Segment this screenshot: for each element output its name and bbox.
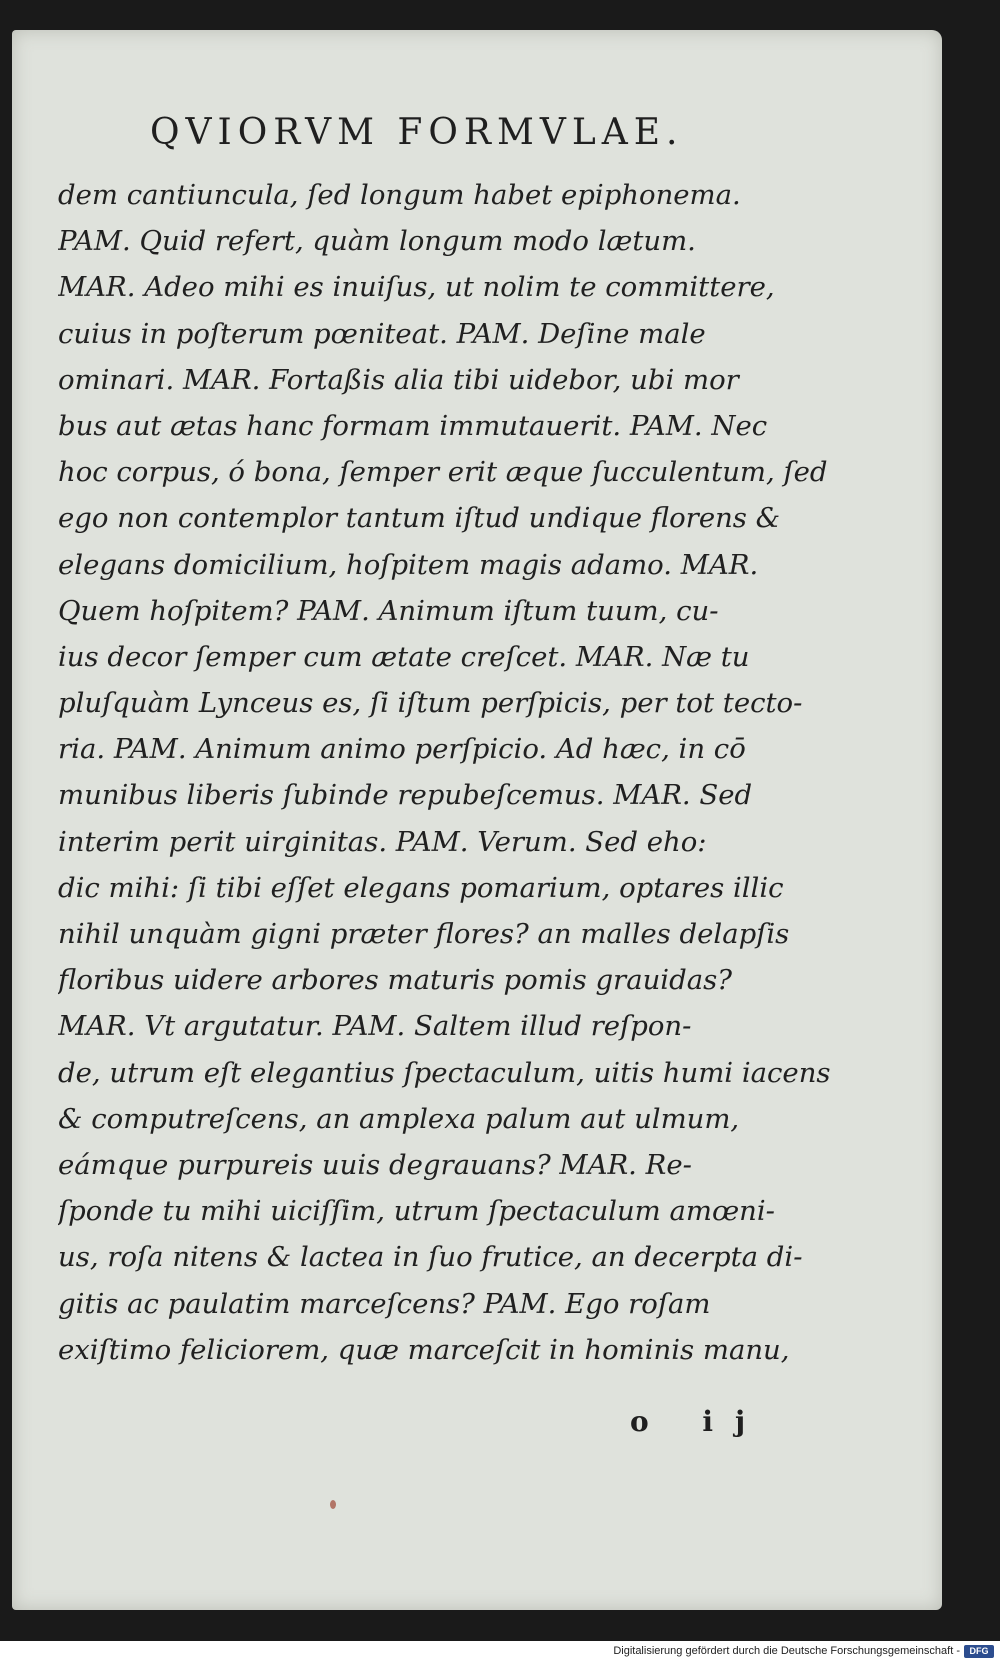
text-line: dem cantiuncula, ſed longum habet epiphonema. [58,179,741,211]
text-line: dic mihi: ſi tibi eſſet elegans pomarium, optares illic [58,871,784,904]
text-line: MAR. Adeo mihi es inuiſus, ut nolim te committere, [58,271,775,304]
text-line: MAR. Vt argutatur. PAM. Saltem illud reſpon- [58,1010,692,1043]
text-line: nihil unquàm gigni præter flores? an malles delapſis [58,918,790,950]
text-block [58,172,858,1373]
text-line: eámque purpureis uuis degrauans? MAR. Re- [58,1148,692,1181]
text-line: interim perit uirginitas. PAM. Verum. Sed eho: [58,825,707,858]
text-line: PAM. Quid refert, quàm longum modo lætum. [58,225,696,258]
running-head: QVIORVM FORMVLAE. [150,112,684,153]
dfg-logo: DFG [964,1645,994,1658]
text-line: & computreſcens, an amplexa palum aut ulmum, [58,1102,740,1135]
text-line: bus aut ætas hanc formam immutauerit. PAM. Nec [58,409,768,442]
text-line: elegans domicilium, hoſpitem magis adamo. MAR. [58,548,759,581]
text-line: us, roſa nitens & lactea in ſuo frutice, an decerpta di- [58,1241,803,1274]
text-line: de, utrum eſt elegantius ſpectaculum, uitis humi iacens [58,1056,831,1089]
ink-spot [330,1500,336,1509]
text-line: hoc corpus, ó bona, ſemper erit æque ſucculentum, ſed [58,456,828,489]
text-line: ius decor ſemper cum ætate creſcet. MAR. Næ tu [58,640,750,673]
text-line: gitis ac paulatim marceſcens? PAM. Ego roſam [58,1287,711,1320]
text-line: exiſtimo feliciorem, quæ marceſcit in hominis manu, [58,1333,790,1366]
text-line: ſponde tu mihi uiciſſim, utrum ſpectaculum amœni- [58,1195,775,1228]
text-line: ominari. MAR. Fortaßis alia tibi uidebor, ubi mor [58,363,739,396]
text-line: ego non contemplor tantum iſtud undique florens & [58,502,781,535]
text-line: Quem hoſpitem? PAM. Animum iſtum tuum, cu- [58,594,719,627]
text-line: pluſquàm Lynceus es, ſi iſtum perſpicis, per tot tecto- [58,687,803,720]
text-line: floribus uidere arbores maturis pomis grauidas? [58,964,732,997]
text-line: munibus liberis ſubinde repubeſcemus. MAR. Sed [58,779,753,812]
signature-mark: o ij [630,1405,768,1438]
text-line: cuius in poſterum pœniteat. PAM. Deſine male [58,317,706,350]
funding-credit: Digitalisierung gefördert durch die Deutsche Forschungsgemeinschaft - [613,1645,960,1657]
text-line: ria. PAM. Animum animo perſpicio. Ad hæc, in cō [58,733,746,766]
